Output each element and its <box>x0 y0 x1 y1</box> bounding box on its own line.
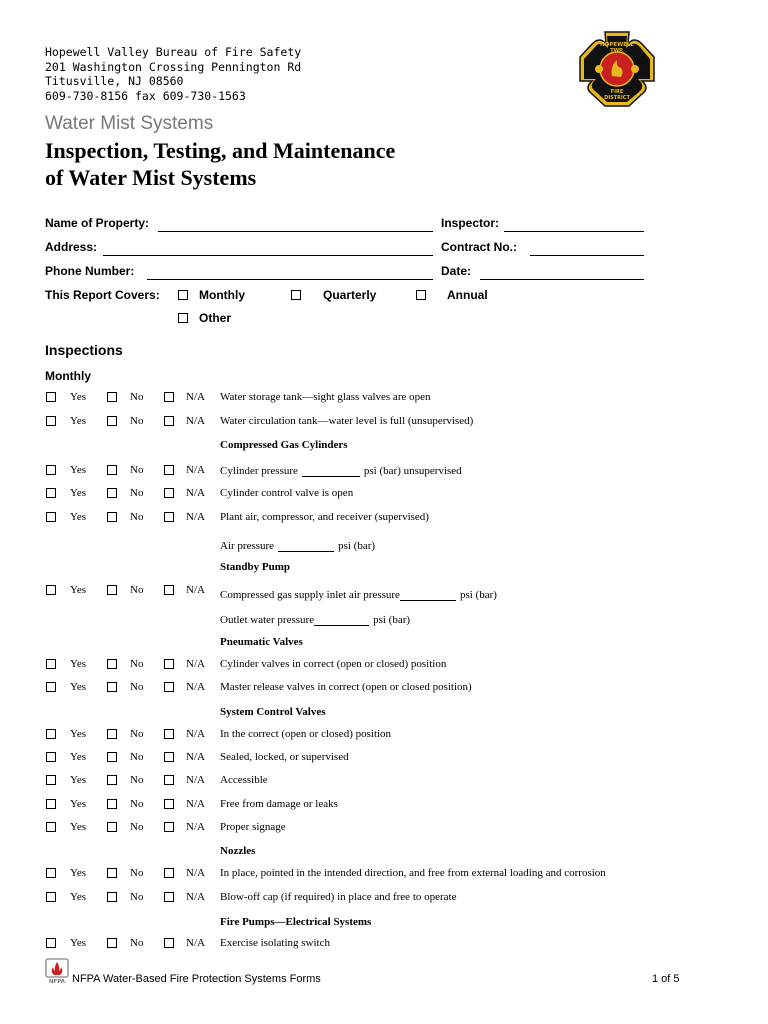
yes-checkbox[interactable] <box>46 799 56 809</box>
na-label: N/A <box>186 681 205 693</box>
inspections-heading: Inspections <box>45 342 123 358</box>
yes-label: Yes <box>70 937 87 949</box>
title-line: of Water Mist Systems <box>45 165 257 190</box>
address-line: 609-730-8156 fax 609-730-1563 <box>45 88 246 103</box>
phone-number-label: Phone Number: <box>45 264 135 278</box>
yes-label: Yes <box>70 798 87 810</box>
no-checkbox[interactable] <box>107 752 117 762</box>
contract-no-label: Contract No.: <box>441 240 517 254</box>
name-of-property-label: Name of Property: <box>45 216 150 230</box>
pneumatic-valves-heading: Pneumatic Valves <box>220 636 303 648</box>
yes-checkbox[interactable] <box>46 488 56 498</box>
no-label: No <box>130 867 144 879</box>
no-checkbox[interactable] <box>107 775 117 785</box>
no-label: No <box>130 487 144 499</box>
yes-checkbox[interactable] <box>46 659 56 669</box>
fire-district-logo <box>578 30 656 108</box>
no-label: No <box>130 511 144 523</box>
no-label: No <box>130 728 144 740</box>
nfpa-logo-label: NFPA <box>48 979 66 984</box>
no-checkbox[interactable] <box>107 512 117 522</box>
no-checkbox[interactable] <box>107 892 117 902</box>
document-title <box>45 137 395 191</box>
standby-pump-heading: Standby Pump <box>220 561 291 573</box>
outlet-water-pressure-line <box>220 613 410 626</box>
yes-label: Yes <box>70 391 87 403</box>
checklist-item-text: Water storage tank—sight glass valves are open <box>220 391 431 403</box>
no-label: No <box>130 391 144 403</box>
checklist-item-text: Cylinder valves in correct (open or closed) position <box>220 658 447 670</box>
checklist-item-text: Master release valves in correct (open or closed position) <box>220 681 472 693</box>
no-label: No <box>130 658 144 670</box>
address-line: 201 Washington Crossing Pennington Rd <box>45 59 302 74</box>
address-label: Address: <box>45 240 98 254</box>
na-label: N/A <box>186 415 205 427</box>
monthly-subheading: Monthly <box>45 369 91 383</box>
na-checkbox[interactable] <box>164 416 174 426</box>
fire-pumps-electrical-heading: Fire Pumps—Electrical Systems <box>220 916 372 928</box>
address-line: Hopewell Valley Bureau of Fire Safety <box>45 45 302 59</box>
na-checkbox[interactable] <box>164 868 174 878</box>
footer-text: NFPA Water-Based Fire Protection Systems Forms <box>72 973 321 985</box>
no-checkbox[interactable] <box>107 392 117 402</box>
na-checkbox[interactable] <box>164 775 174 785</box>
name-of-property-field[interactable] <box>158 230 433 232</box>
yes-checkbox[interactable] <box>46 938 56 948</box>
no-checkbox[interactable] <box>107 868 117 878</box>
unit-label: psi (bar) unsupervised <box>363 465 462 477</box>
compressed-gas-cylinders-heading: Compressed Gas Cylinders <box>220 439 348 451</box>
yes-checkbox[interactable] <box>46 585 56 595</box>
yes-checkbox[interactable] <box>46 822 56 832</box>
item-label: Compressed gas supply inlet air pressure <box>220 589 400 601</box>
no-checkbox[interactable] <box>107 799 117 809</box>
yes-checkbox[interactable] <box>46 465 56 475</box>
na-label: N/A <box>186 511 205 523</box>
yes-label: Yes <box>70 464 87 476</box>
yes-label: Yes <box>70 867 87 879</box>
na-label: N/A <box>186 867 205 879</box>
no-label: No <box>130 891 144 903</box>
no-checkbox[interactable] <box>107 938 117 948</box>
report-covers-label: This Report Covers: <box>45 288 160 302</box>
title-line: Inspection, Testing, and Maintenance <box>45 138 396 163</box>
yes-checkbox[interactable] <box>46 512 56 522</box>
checklist-item-text <box>220 464 462 477</box>
na-checkbox[interactable] <box>164 585 174 595</box>
na-label: N/A <box>186 891 205 903</box>
no-checkbox[interactable] <box>107 729 117 739</box>
annual-option-label: Annual <box>447 288 488 302</box>
date-field[interactable] <box>480 278 644 280</box>
checklist-item-text: In the correct (open or closed) position <box>220 728 392 740</box>
no-label: No <box>130 681 144 693</box>
no-checkbox[interactable] <box>107 488 117 498</box>
yes-label: Yes <box>70 728 87 740</box>
inspector-label: Inspector: <box>441 216 500 230</box>
na-checkbox[interactable] <box>164 392 174 402</box>
na-checkbox[interactable] <box>164 512 174 522</box>
checklist-item-text: Cylinder control valve is open <box>220 487 354 499</box>
psi-bar-label: psi (bar) <box>338 540 376 552</box>
air-pressure-label: Air pressure <box>220 540 275 552</box>
yes-label: Yes <box>70 821 87 833</box>
yes-label: Yes <box>70 511 87 523</box>
checklist-item-text <box>220 584 497 601</box>
other-option-label: Other <box>199 311 232 325</box>
nozzles-heading: Nozzles <box>220 845 256 857</box>
outlet-water-pressure-field[interactable] <box>314 613 369 626</box>
yes-checkbox[interactable] <box>46 729 56 739</box>
logo-text: HOPEWELL <box>600 42 634 48</box>
logo-text: DISTRICT <box>604 95 630 101</box>
yes-checkbox[interactable] <box>46 868 56 878</box>
system-control-valves-heading: System Control Valves <box>220 706 326 718</box>
checklist-item-text: Plant air, compressor, and receiver (supervised) <box>220 511 429 523</box>
value-input[interactable] <box>400 584 456 601</box>
no-checkbox[interactable] <box>107 682 117 692</box>
no-label: No <box>130 937 144 949</box>
checklist-item-text: Sealed, locked, or supervised <box>220 751 349 763</box>
checklist-item-text: Proper signage <box>220 821 286 833</box>
na-label: N/A <box>186 487 205 499</box>
no-label: No <box>130 774 144 786</box>
na-checkbox[interactable] <box>164 752 174 762</box>
na-label: N/A <box>186 464 205 476</box>
checklist-item-text: Water circulation tank—water level is full (unsupervised) <box>220 415 474 427</box>
checklist-item-text: Free from damage or leaks <box>220 798 338 810</box>
no-checkbox[interactable] <box>107 659 117 669</box>
na-label: N/A <box>186 728 205 740</box>
quarterly-option-label: Quarterly <box>323 288 377 302</box>
yes-checkbox[interactable] <box>46 752 56 762</box>
checklist-item-text: In place, pointed in the intended direction, and free from external loading and corrosion <box>220 867 606 879</box>
nfpa-logo <box>45 958 69 984</box>
logo-text: TWP. <box>610 48 624 54</box>
yes-checkbox[interactable] <box>46 392 56 402</box>
checklist-item-text: Accessible <box>220 774 268 786</box>
yes-checkbox[interactable] <box>46 892 56 902</box>
no-checkbox[interactable] <box>107 585 117 595</box>
inspector-field[interactable] <box>504 230 644 232</box>
contract-no-field[interactable] <box>530 254 644 256</box>
no-label: No <box>130 751 144 763</box>
yes-label: Yes <box>70 584 87 596</box>
no-label: No <box>130 584 144 596</box>
psi-bar-label: psi (bar) <box>373 614 411 626</box>
unit-label: psi (bar) <box>459 589 497 601</box>
page-number: 1 of 5 <box>652 973 680 985</box>
na-label: N/A <box>186 798 205 810</box>
yes-checkbox[interactable] <box>46 682 56 692</box>
yes-label: Yes <box>70 415 87 427</box>
na-checkbox[interactable] <box>164 729 174 739</box>
yes-label: Yes <box>70 681 87 693</box>
monthly-option-label: Monthly <box>199 288 245 302</box>
checklist-item-text: Blow-off cap (if required) in place and free to operate <box>220 891 457 903</box>
na-checkbox[interactable] <box>164 659 174 669</box>
no-checkbox[interactable] <box>107 465 117 475</box>
no-checkbox[interactable] <box>107 416 117 426</box>
na-label: N/A <box>186 821 205 833</box>
phone-number-field[interactable] <box>147 278 433 280</box>
yes-checkbox[interactable] <box>46 775 56 785</box>
na-checkbox[interactable] <box>164 938 174 948</box>
yes-label: Yes <box>70 891 87 903</box>
no-label: No <box>130 415 144 427</box>
outlet-water-pressure-label: Outlet water pressure <box>220 614 315 626</box>
na-checkbox[interactable] <box>164 799 174 809</box>
department-address <box>45 45 301 103</box>
yes-checkbox[interactable] <box>46 416 56 426</box>
document-category: Water Mist Systems <box>45 113 214 134</box>
no-label: No <box>130 798 144 810</box>
no-label: No <box>130 464 144 476</box>
yes-label: Yes <box>70 487 87 499</box>
na-label: N/A <box>186 391 205 403</box>
na-label: N/A <box>186 937 205 949</box>
logo-text: FIRE <box>610 89 624 95</box>
air-pressure-field[interactable] <box>278 539 334 552</box>
date-label: Date: <box>441 264 472 278</box>
address-line: Titusville, NJ 08560 <box>45 74 184 88</box>
na-label: N/A <box>186 751 205 763</box>
annual-checkbox[interactable] <box>416 290 426 300</box>
na-checkbox[interactable] <box>164 682 174 692</box>
no-checkbox[interactable] <box>107 822 117 832</box>
item-label: Cylinder pressure <box>220 465 298 477</box>
yes-label: Yes <box>70 774 87 786</box>
no-label: No <box>130 821 144 833</box>
na-checkbox[interactable] <box>164 892 174 902</box>
na-checkbox[interactable] <box>164 465 174 475</box>
na-checkbox[interactable] <box>164 488 174 498</box>
value-input[interactable] <box>302 464 360 477</box>
yes-label: Yes <box>70 658 87 670</box>
na-label: N/A <box>186 774 205 786</box>
na-label: N/A <box>186 584 205 596</box>
quarterly-checkbox[interactable] <box>291 290 301 300</box>
checklist-item-text: Exercise isolating switch <box>220 937 330 949</box>
address-field[interactable] <box>103 254 433 256</box>
air-pressure-line <box>220 539 375 552</box>
monthly-checkbox[interactable] <box>178 290 188 300</box>
na-label: N/A <box>186 658 205 670</box>
na-checkbox[interactable] <box>164 822 174 832</box>
other-checkbox[interactable] <box>178 313 188 323</box>
yes-label: Yes <box>70 751 87 763</box>
